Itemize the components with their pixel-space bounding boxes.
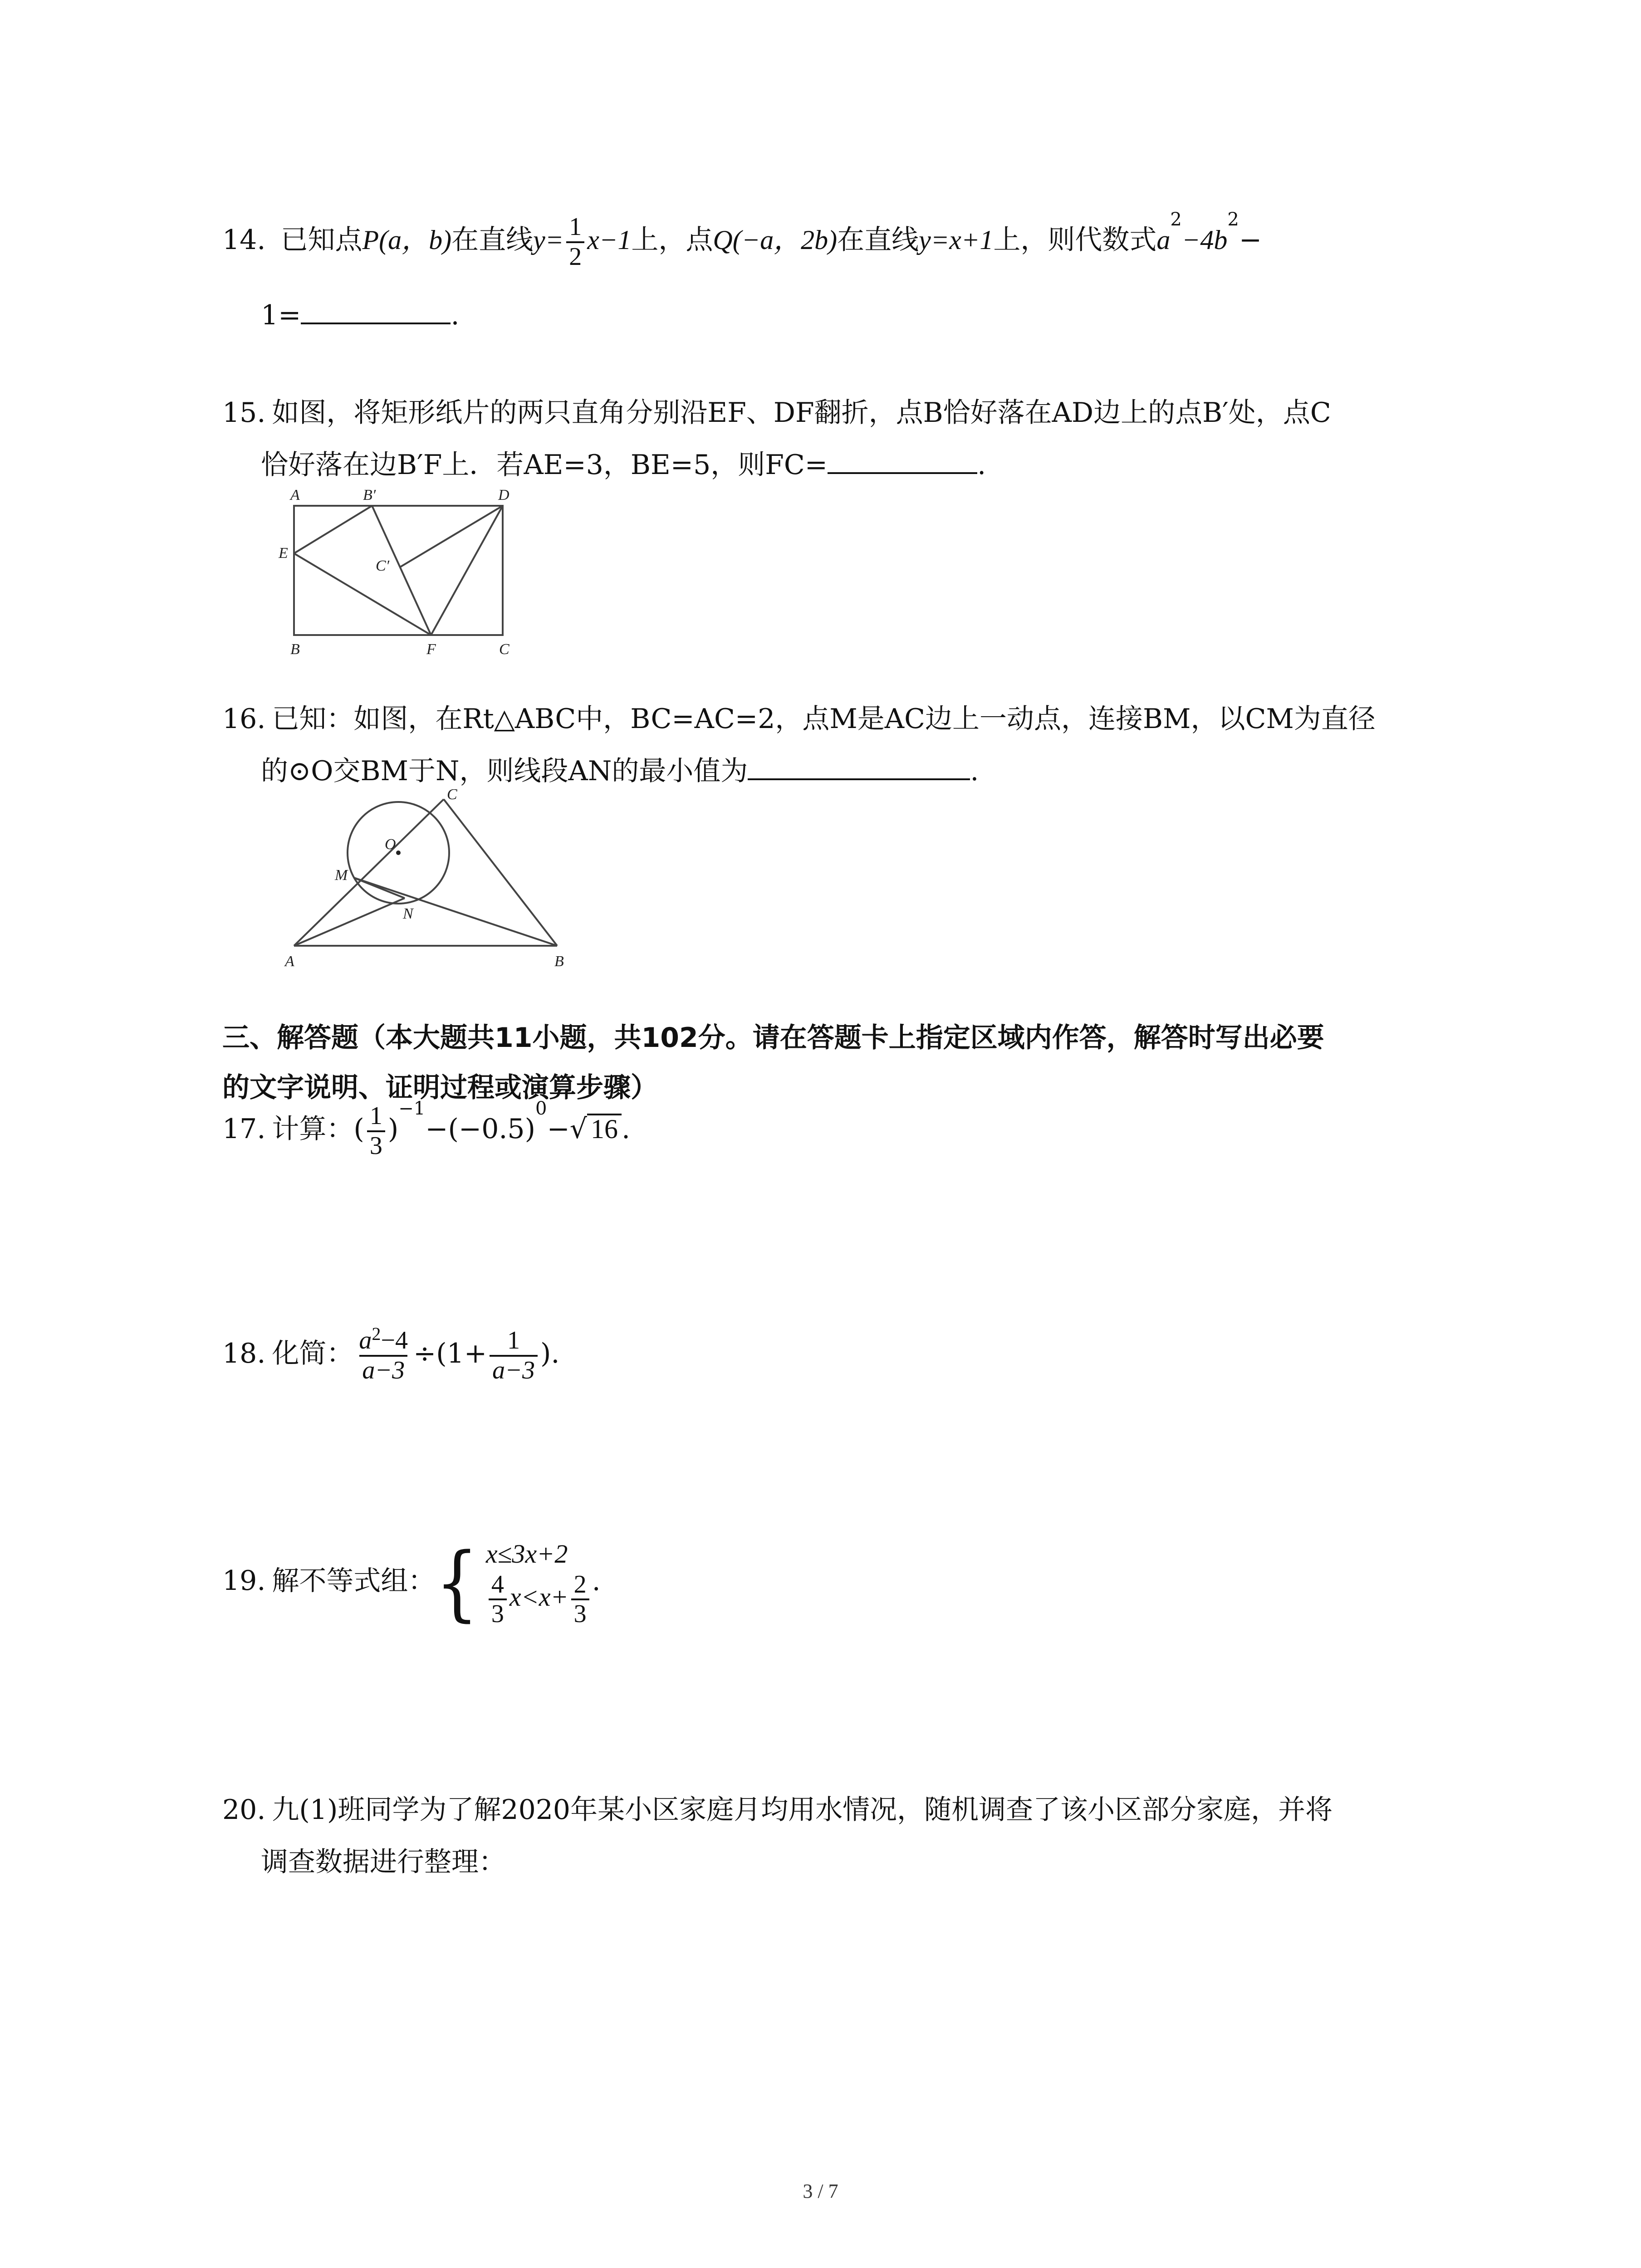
q19-fraction-2 xyxy=(571,1571,589,1628)
question-14-line2 xyxy=(261,299,460,331)
q14-text-e: 上，则代数式 xyxy=(993,224,1157,256)
q17-end: . xyxy=(622,1113,631,1145)
label-c: C xyxy=(447,789,457,803)
question-number: 15. xyxy=(222,397,266,429)
q17-radicand: 16 xyxy=(587,1114,622,1143)
segment-ac xyxy=(294,799,444,946)
label-a: A xyxy=(290,487,300,503)
question-15-line1 xyxy=(222,397,1331,429)
fraction-numerator: 1 xyxy=(569,213,582,241)
segment-an xyxy=(294,898,405,946)
label-a: A xyxy=(285,953,294,970)
label-d: D xyxy=(498,487,509,503)
q17-mid: −(−0.5) xyxy=(425,1113,536,1145)
answer-blank xyxy=(828,469,977,474)
q14-end: . xyxy=(451,299,460,331)
q14-point-q: Q xyxy=(713,225,733,255)
q19-fraction-1 xyxy=(489,1571,507,1628)
fraction-denominator: 3 xyxy=(571,1598,589,1628)
segment-dc1 xyxy=(400,506,503,567)
q14-point-p: P xyxy=(362,225,379,255)
q14-eq1-lhs: y= xyxy=(533,225,564,255)
q17-fraction xyxy=(367,1102,385,1160)
q14-text-d: 在直线 xyxy=(837,224,919,256)
question-16-line1 xyxy=(222,705,1376,733)
inequality-1: x≤3x+2 xyxy=(485,1539,568,1569)
inequality-2 xyxy=(486,1571,592,1628)
label-c: C xyxy=(499,641,509,658)
q14-expr-b: −4b xyxy=(1181,225,1228,255)
question-number: 20. xyxy=(222,1794,266,1826)
q16-line1: 已知：如图，在Rt△ABC中，BC=AC=2，点M是AC边上一动点，连接BM，以CM为直径 xyxy=(272,703,1376,735)
page-number: 3 / 7 xyxy=(803,2180,838,2202)
fraction-numerator: 1 xyxy=(369,1102,382,1130)
question-17 xyxy=(222,1098,631,1160)
answer-blank xyxy=(301,319,451,324)
q14-coords-q: (−a，2b) xyxy=(732,225,838,255)
q14-line2: 1= xyxy=(261,299,301,331)
exponent: 2 xyxy=(1170,209,1182,230)
q17-open: ( xyxy=(353,1113,364,1145)
q14-text-a: 已知点 xyxy=(280,224,362,256)
q20-line1: 九(1)班同学为了解2020年某小区家庭月均用水情况，随机调查了该小区部分家庭，并将 xyxy=(272,1794,1333,1826)
question-20-line1 xyxy=(222,1794,1333,1826)
q18-fraction xyxy=(356,1324,411,1384)
question-number: 18. xyxy=(222,1338,266,1370)
section-heading-line2: 的文字说明、证明过程或演算步骤） xyxy=(222,1072,658,1104)
question-15-line2 xyxy=(261,451,986,479)
fraction-denominator: a−3 xyxy=(359,1355,407,1385)
question-20-line2 xyxy=(261,1848,506,1876)
fraction-denominator: 2 xyxy=(566,241,584,271)
q20-line2: 调查数据进行整理： xyxy=(261,1846,506,1878)
question-19 xyxy=(222,1535,601,1631)
segment-df xyxy=(431,506,503,635)
question-number: 16. xyxy=(222,703,266,735)
question-number: 19. xyxy=(222,1565,266,1597)
question-18 xyxy=(222,1324,560,1384)
label-e: E xyxy=(279,545,288,562)
segment-mb xyxy=(354,878,557,946)
segment-cb xyxy=(444,799,557,946)
section-heading-line1: 三、解答题（本大题共11小题，共102分。请在答题卡上指定区域内作答，解答时写出必要 xyxy=(222,1022,1324,1054)
label-f: F xyxy=(426,641,436,658)
q19-mid: x<x+ xyxy=(509,1582,568,1612)
q15-line1: 如图，将矩形纸片的两只直角分别沿EF、DF翻折，点B恰好落在AD边上的点B′处，点C xyxy=(272,397,1331,429)
label-n: N xyxy=(403,905,413,922)
fraction-numerator: 1 xyxy=(507,1326,520,1354)
q14-expr-c: − xyxy=(1239,224,1262,256)
q18-num-b: −4 xyxy=(381,1326,408,1354)
q14-text-c: 上，点 xyxy=(631,224,713,256)
q18-op: ÷(1+ xyxy=(413,1338,487,1370)
exponent: 2 xyxy=(372,1324,381,1344)
label-b: B xyxy=(554,953,564,970)
center-o-dot xyxy=(396,850,401,855)
q14-expr-a: a xyxy=(1156,225,1171,255)
q14-fraction xyxy=(566,213,584,271)
q18-text: 化简： xyxy=(272,1338,354,1370)
label-o: O xyxy=(385,836,396,853)
question-number: 14. xyxy=(222,224,266,256)
section-heading xyxy=(222,1016,1324,1055)
fraction-numerator xyxy=(356,1324,411,1355)
label-b: B xyxy=(290,641,300,658)
left-brace: { xyxy=(435,1535,479,1631)
q16-triangle-figure xyxy=(272,789,590,971)
exponent: −1 xyxy=(398,1098,426,1119)
q15-end: . xyxy=(977,449,986,481)
question-16-line2 xyxy=(261,755,979,787)
q16-end: . xyxy=(970,755,979,787)
q18-end: ). xyxy=(540,1338,560,1370)
fraction-denominator: a−3 xyxy=(490,1355,538,1385)
section-heading-cont xyxy=(222,1066,658,1105)
label-c-prime: C′ xyxy=(376,557,390,574)
exponent: 0 xyxy=(535,1098,547,1119)
q17-close: ) xyxy=(387,1113,399,1145)
label-m: M xyxy=(335,867,348,884)
q19-end: . xyxy=(592,1565,601,1597)
q18-num-a: a xyxy=(359,1326,372,1354)
fraction-denominator: 3 xyxy=(367,1130,385,1160)
q14-eq2: y=x+1 xyxy=(919,225,994,255)
q18-fraction-2 xyxy=(490,1327,538,1384)
segment-eb1 xyxy=(294,506,372,553)
label-b-prime: B′ xyxy=(363,487,376,503)
q14-eq1-rhs: x−1 xyxy=(587,225,632,255)
q16-line2: 的⊙O交BM于N，则线段AN的最小值为 xyxy=(261,755,748,787)
question-14-line1 xyxy=(222,209,1262,271)
answer-blank xyxy=(748,775,970,780)
exponent: 2 xyxy=(1227,209,1239,230)
q19-text: 解不等式组： xyxy=(272,1565,436,1597)
q17-minus: −√ xyxy=(547,1113,587,1145)
fraction-denominator: 3 xyxy=(489,1598,507,1628)
segment-ef xyxy=(294,553,431,635)
fraction-numerator: 4 xyxy=(491,1570,504,1598)
fraction-numerator: 2 xyxy=(573,1570,587,1598)
inequality-system xyxy=(486,1538,592,1628)
q14-coords-p: (a，b) xyxy=(379,225,452,255)
question-number: 17. xyxy=(222,1113,266,1145)
q14-text-b: 在直线 xyxy=(451,224,534,256)
q17-text: 计算： xyxy=(272,1113,354,1145)
q15-line2: 恰好落在边B′F上．若AE=3，BE=5，则FC= xyxy=(261,449,828,481)
q15-rectangle-figure xyxy=(272,485,526,658)
